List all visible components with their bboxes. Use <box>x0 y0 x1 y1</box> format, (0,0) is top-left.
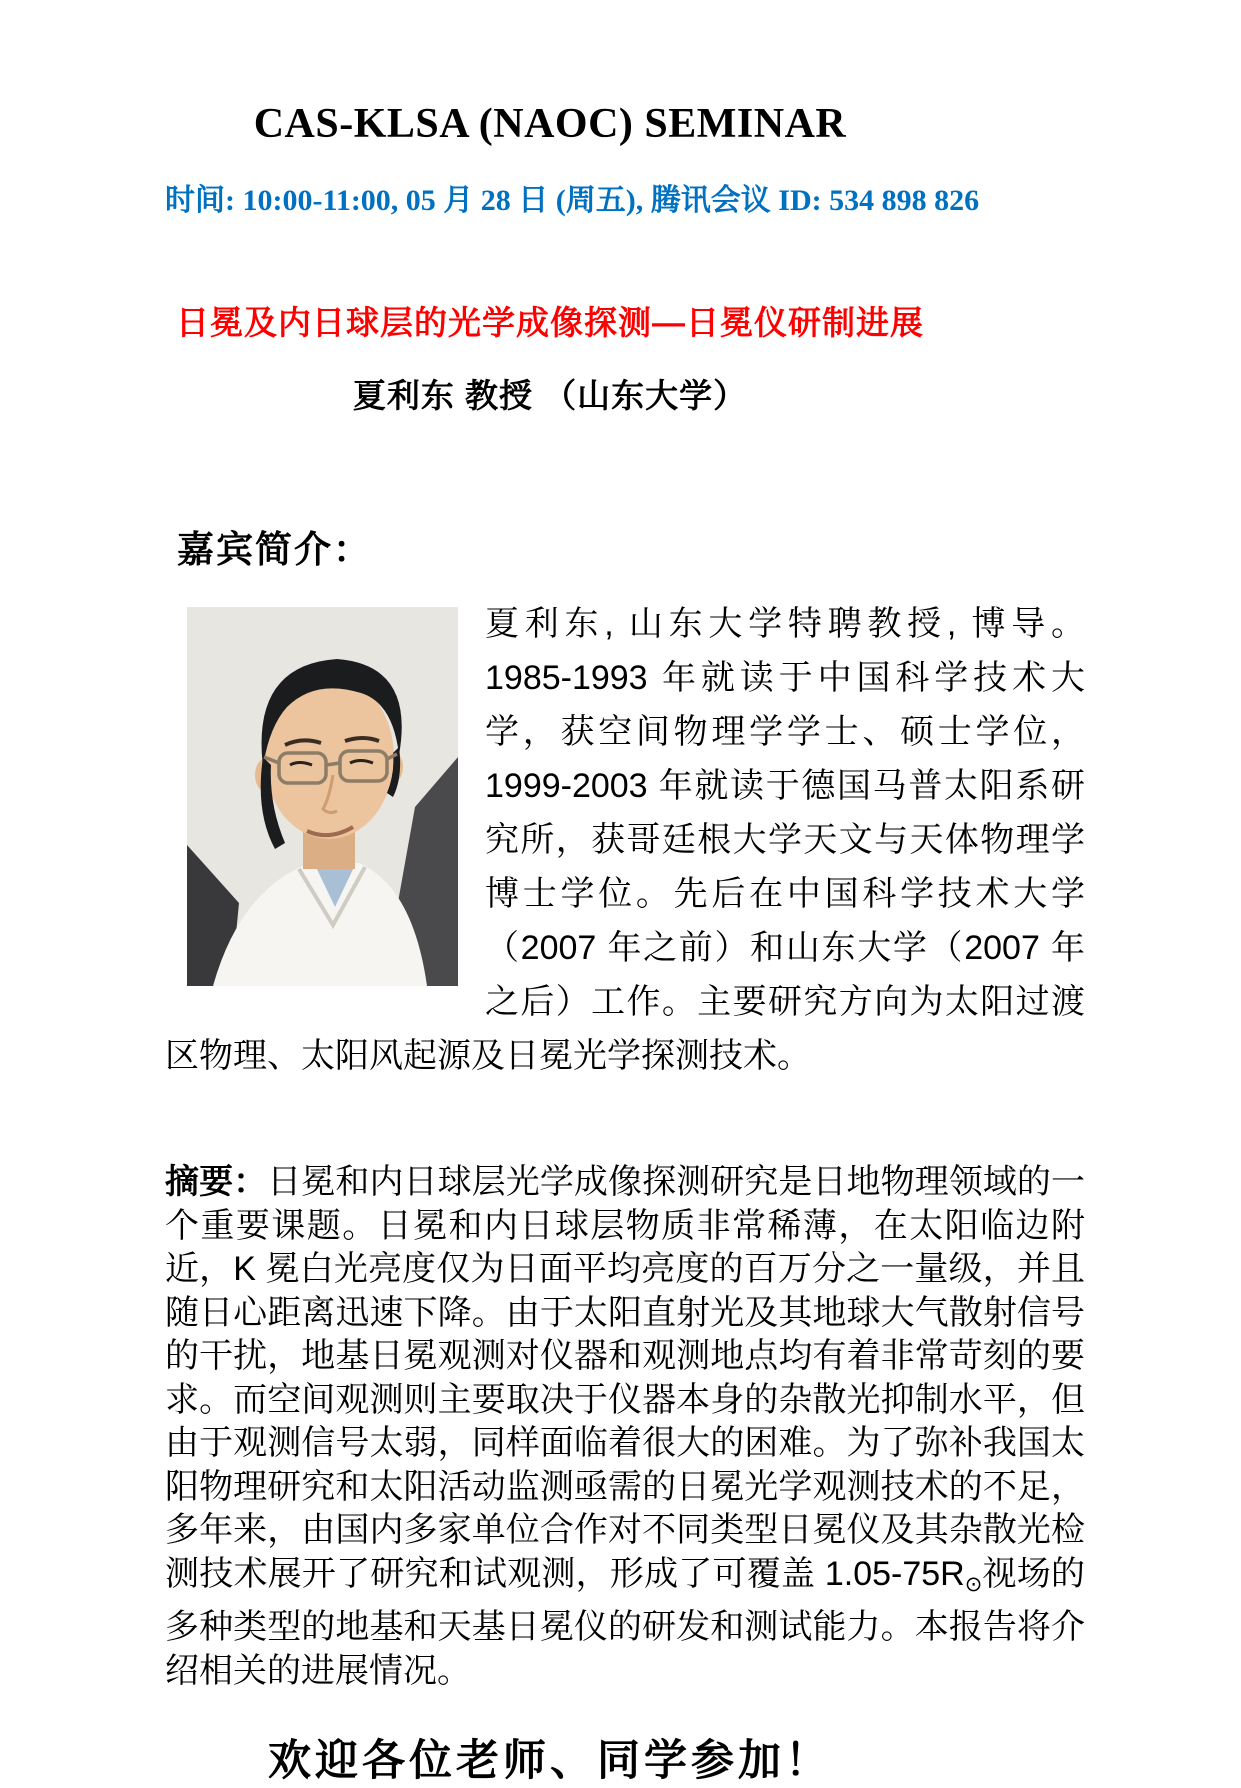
bio-text: 夏利东, 山东大学特聘教授, 博导。1985-1993 年就读于中国科学技术大学，获空间物理学学士、硕士学位，1999-2003 年就读于德国马普太阳系研究所，获哥廷根大学天文与天体物理学博士学位。先后在中国科学技术大学（2007 年之前）和山东大学（2007 年之后）工作。主要研究方向为太阳过渡区物理、太阳风起源及日冕光学探测技术。 <box>165 605 1085 1075</box>
talk-title: 日冕及内日球层的光学成像探测—日冕仪研制进展 <box>176 304 924 341</box>
abstract-text-part1: 日冕和内日球层光学成像探测研究是日地物理领域的一个重要课题。日冕和内日球层物质非常稀薄，在太阳临边附近，K 冕白光亮度仅为日面平均亮度的百万分之一量级，并且随日心距离迅速下降。由于太阳直射光及其地球大气散射信号的干扰，地基日冕观测对仪器和观测地点均有着非常苛刻的要求。而空间观测则主要取决于仪器本身的杂散光抑制水平，但由于观测信号太弱，同样面临着很大的困难。为了弥补我国太阳物理研究和太阳活动监测亟需的日冕光学观测技术的不足，多年来，由国内多家单位合作对不同类型日冕仪及其杂散光检测技术展开了研究和试观测，形成了可覆盖 1.05-75R <box>165 1163 1086 1593</box>
solar-radius-sun-symbol: ⊙ <box>964 1572 983 1596</box>
session-time-and-meeting-info: 时间: 10:00-11:00, 05 月 28 日 (周五), 腾讯会议 ID: 534 898 826 <box>165 184 980 217</box>
abstract-paragraph <box>165 1161 1085 1693</box>
abstract-text-part2: 视场的多种类型的地基和天基日冕仪的研发和测试能力。本报告将介绍相关的进展情况。 <box>165 1554 1085 1690</box>
guest-bio-section <box>165 597 1085 1083</box>
speaker-photo <box>187 607 458 986</box>
seminar-series-title: CAS-KLSA (NAOC) SEMINAR <box>253 101 847 147</box>
guest-bio-heading: 嘉宾简介： <box>177 529 372 570</box>
abstract-label: 摘要： <box>165 1163 268 1201</box>
speaker-portrait-image <box>187 607 458 986</box>
speaker-name-affiliation: 夏利东 教授 （山东大学） <box>352 377 748 414</box>
closing-welcome-line: 欢迎各位老师、同学参加！ <box>268 1736 832 1786</box>
